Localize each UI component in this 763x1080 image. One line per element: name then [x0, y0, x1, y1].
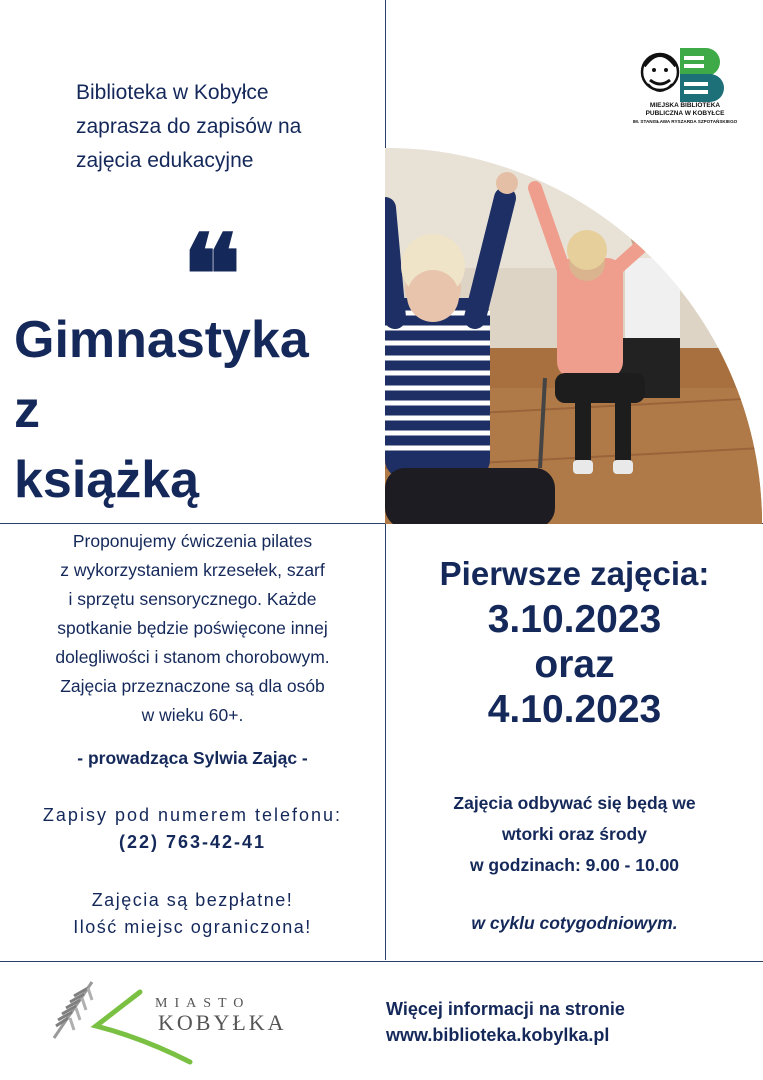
intro-line: zaprasza do zapisów na	[76, 115, 302, 138]
trainer-name: - prowadząca Sylwia Zając -	[77, 748, 308, 768]
library-logo-text	[620, 102, 750, 126]
title-line: Gimnastyka	[14, 311, 309, 369]
free-line: Zajęcia są bezpłatne!	[91, 890, 294, 910]
class-dates	[386, 597, 763, 732]
description-line: Zajęcia przeznaczone są dla osób	[60, 676, 325, 696]
library-name-line: MIEJSKA BIBLIOTEKA	[649, 102, 721, 109]
schedule	[386, 788, 763, 881]
title-line: książką	[14, 451, 200, 509]
description	[20, 527, 365, 730]
horizontal-divider-bottom	[0, 961, 763, 962]
more-info-label: Więcej informacji na stronie	[386, 999, 625, 1019]
free-line: Ilość miejsc ograniczona!	[73, 917, 312, 937]
schedule-line: Zajęcia odbywać się będą we	[453, 793, 696, 813]
schedule-line: wtorki oraz środy	[502, 824, 647, 844]
signup-label: Zapisy pod numerem telefonu:	[42, 805, 343, 825]
date-second: 4.10.2023	[487, 688, 662, 731]
description-line: dolegliwości i stanom chorobowym.	[55, 647, 330, 667]
page-title	[14, 305, 384, 515]
description-line: w wieku 60+.	[141, 705, 244, 725]
first-classes-label: Pierwsze zajęcia:	[439, 555, 710, 592]
library-patron: IM. STANISŁAWA RYSZARDA SZPOTAŃSKIEGO	[632, 119, 738, 124]
library-name-line: PUBLICZNA W KOBYŁCE	[645, 110, 725, 117]
website-link[interactable]: www.biblioteka.kobylka.pl	[386, 1025, 610, 1045]
seniors-exercise-photo	[385, 148, 762, 524]
schedule-line: w godzinach: 9.00 - 10.00	[469, 855, 680, 875]
city-logo-top: MIASTO	[155, 996, 251, 1011]
quote-mark-icon: ❝	[182, 210, 236, 339]
description-line: spotkanie będzie poświęcone innej	[57, 618, 328, 638]
date-conjunction: oraz	[534, 643, 615, 686]
free-notice	[20, 887, 365, 941]
schedule-cycle: w cyklu cotygodniowym.	[471, 913, 678, 933]
city-logo-name: KOBYŁKA	[158, 1010, 287, 1035]
intro-line: Biblioteka w Kobyłce	[76, 81, 269, 104]
description-line: z wykorzystaniem krzesełek, szarf	[60, 560, 325, 580]
description-line: i sprzętu sensorycznego. Każde	[68, 589, 317, 609]
title-line: z	[14, 381, 40, 439]
phone-number[interactable]: (22) 763-42-41	[118, 832, 267, 852]
description-line: Proponujemy ćwiczenia pilates	[72, 531, 313, 551]
intro-line: zajęcia edukacyjne	[76, 149, 254, 172]
intro-text	[76, 76, 376, 178]
more-info	[386, 996, 756, 1048]
date-first: 3.10.2023	[487, 598, 662, 641]
